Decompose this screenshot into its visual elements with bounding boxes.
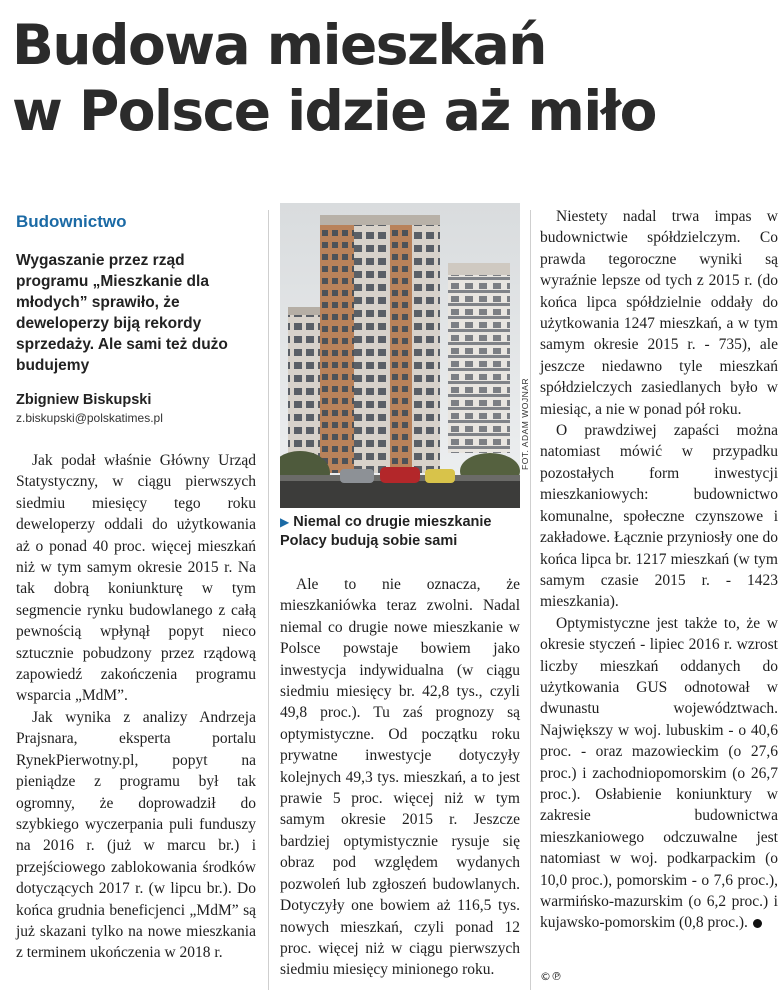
author-email[interactable]: z.biskupski@polskatimes.pl bbox=[16, 411, 163, 425]
column-divider bbox=[268, 210, 269, 990]
author-name: Zbigniew Biskupski bbox=[16, 392, 152, 408]
paragraph: Jak podał właśnie Główny Urząd Statystyczny, w ciągu pierwszych siedmiu miesięcy tego roku deweloperzy oddali do użytkowania aż o ponad 40 proc. więcej mieszkań niż w tym samym okresie 2015 r. Na tak dobrą koniunkturę w tym segmencie rynku budowlanego z całą pewnością wpłynął popyt nieco sztucznie pobudzony przez rządową zapowiedź zakończenia programu wsparcia „MdM”. bbox=[16, 452, 256, 705]
photo-credit: FOT. ADAM WOJNAR bbox=[520, 377, 530, 470]
caption-text: Niemal co drugie mieszkanie Polacy budują sobie sami bbox=[280, 514, 492, 549]
copyright-mark: ©℗ bbox=[540, 970, 562, 983]
paragraph: O prawdziwej zapaści można natomiast mówić w przypadku pozostałych form inwestycji mieszkaniowych: budownictwo komunalne, społeczne czynszowe i zakładowe. Łącznie przyniosły one do końca lipca br. 1217 mieszkań (w tym samym czasie 2015 r. - 1423 mieszkania). bbox=[540, 422, 779, 611]
paragraph: Jak wynika z analizy Andrzeja Prajsnara, eksperta portalu RynekPierwotny.pl, popyt na pieniądze z programu był tak ogromny, że doprowadził do szybkiego wyczerpania puli funduszy na 2016 r. (już w marcu br.) i przejściowego zablokowania środków dotyczących 2017 r. (w lipcu br.). Do końca grudnia beneficjenci „MdM” są już skazani tylko na nowe mieszkania z terminem ukończenia w 2018 r. bbox=[16, 708, 256, 962]
body-column-2 bbox=[280, 574, 520, 981]
end-mark-icon bbox=[753, 919, 762, 928]
headline bbox=[12, 12, 777, 144]
body-column-1 bbox=[16, 450, 256, 964]
paragraph-final bbox=[540, 613, 778, 934]
paragraph-text: Optymistyczne jest także to, że w okresie styczeń - lipiec 2016 r. wzrost liczby mieszkań oddanych do użytkowania GUS odnotował w dwunastu województwach. Największy w woj. lubuskim - o 40,6 proc. - oraz mazowieckim (o 27,6 proc.) i zachodniopomorskim (o 26,7 proc.). Osłabienie koniunktury w zakresie budownictwa mieszkaniowego odczuwalne jest natomiast w woj. podkarpackim (o 10,0 proc.), pomorskim - o 7,6 proc.), warmińsko-mazurskim (o 6,2 proc.) i kujawsko-pomorskim (0,8 proc.). bbox=[540, 614, 778, 932]
paragraph: Ale to nie oznacza, że mieszkaniówka teraz zwolni. Nadal niemal co drugie nowe mieszkanie w Polsce powstaje bowiem jako inwestycja indywidualna (w ciągu siedmiu miesięcy br. 42,8 tys., czyli 49,8 proc.). Tu zaś prognozy są optymistyczne. Od początku roku prywatne inwestycje dotyczyły kolejnych 49,3 tys. mieszkań, a to jest prawie 5 proc. więcej niż w tym samym okresie 2015 r. Jeszcze bardziej optymistycznie rysuje się obraz pod względem wydanych pozwoleń lub zgłoszeń budowlanych. Dotyczyły one bowiem aż 116,5 tys. nowych mieszkań, czyli ponad 12 proc. więcej niż w ciągu pierwszych siedmiu miesięcy minionego roku. bbox=[280, 576, 520, 979]
building-photo bbox=[280, 203, 520, 508]
building-photo-illustration bbox=[280, 203, 520, 508]
headline-line-1: Budowa mieszkań bbox=[12, 13, 546, 77]
photo-caption bbox=[280, 513, 520, 551]
section-label: Budownictwo bbox=[16, 212, 127, 231]
lead-paragraph: Wygaszanie przez rząd programu „Mieszkanie dla młodych” sprawiło, że deweloperzy biją rekordy sprzedaży. Ale sami też dużo budujemy bbox=[16, 252, 228, 374]
paragraph: Niestety nadal trwa impas w budownictwie spółdzielczym. Co prawda tegoroczne wyniki są wyraźnie lepsze od tych z 2015 r. (do końca lipca spółdzielnie oddały do użytkowania 1247 mieszkań, a w tym samym okresie 2015 r. - 735), ale jeszcze niedawno tyle mieszkań spółdzielczych zasiedlanych było w miesiąc, a nie w ponad pół roku. bbox=[540, 208, 778, 418]
column-divider bbox=[530, 210, 531, 990]
body-column-3 bbox=[540, 206, 778, 934]
headline-line-2: w Polsce idzie aż miło bbox=[12, 79, 656, 143]
article-sidebar bbox=[16, 212, 256, 425]
caption-triangle-icon: ▶ bbox=[280, 515, 290, 529]
